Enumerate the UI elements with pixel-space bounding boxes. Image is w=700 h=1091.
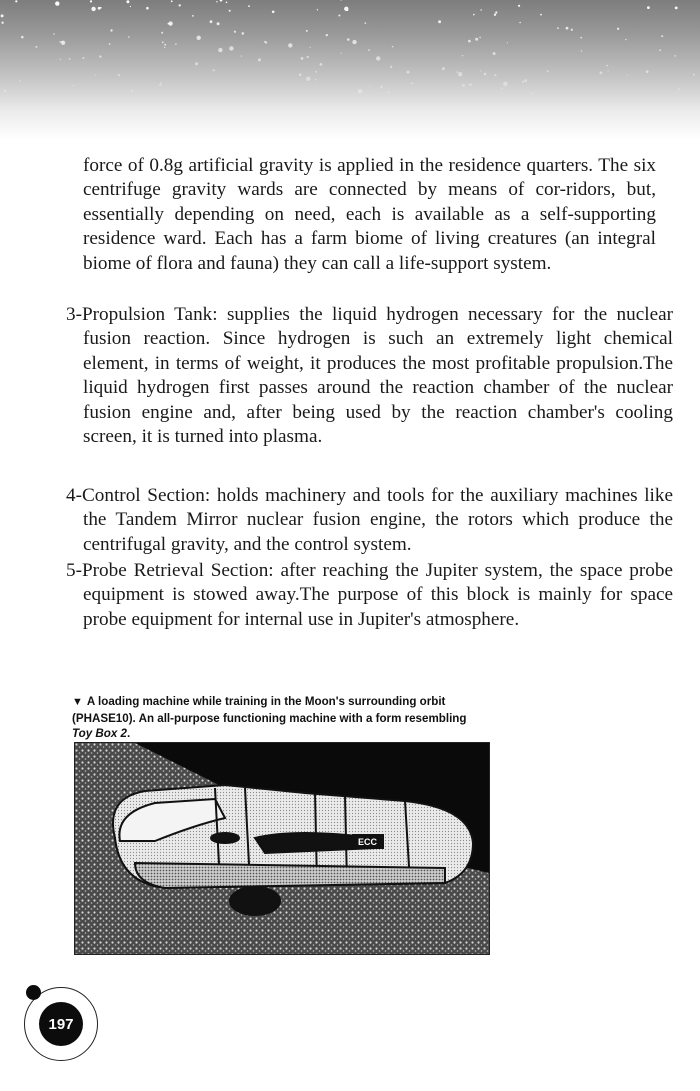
stars-decoration — [0, 0, 700, 140]
star — [272, 11, 275, 14]
star — [456, 71, 458, 73]
page-number: 197 — [39, 1002, 83, 1046]
star — [495, 11, 497, 13]
caption-end: . — [126, 727, 131, 740]
header-starfield-image — [0, 0, 700, 140]
moon-dot-icon — [26, 985, 41, 1000]
loading-machine-illustration — [75, 743, 489, 954]
star — [306, 77, 310, 81]
star — [341, 53, 342, 54]
star — [146, 7, 149, 10]
star — [73, 85, 75, 87]
star — [469, 83, 472, 86]
star — [248, 5, 250, 7]
star — [480, 9, 481, 10]
star — [352, 40, 356, 44]
star — [216, 1, 217, 2]
star — [220, 0, 223, 2]
star — [159, 84, 161, 86]
star — [522, 81, 524, 83]
continuation-paragraph: force of 0.8g artificial gravity is applied in the residence quarters. The six centrifuge gravity wards are connected by means of cor-ridors, but, essentially depending on need, each is available as a self-supporting residence ward. Each has a farm biome of living creatures (an integral biome of flora and fauna) they can call a life-support system. — [83, 155, 656, 274]
star — [109, 43, 111, 45]
item-text: after reaching the Jupiter system, the space probe equipment is stowed away.The purpose of this block is mainly for space probe equipment for internal use in Jupiter's atmosphere. — [83, 560, 673, 630]
star — [606, 65, 608, 67]
star — [438, 20, 441, 23]
figure-caption — [72, 694, 482, 742]
star — [258, 58, 261, 61]
star — [171, 0, 173, 2]
star — [100, 7, 102, 9]
star — [118, 74, 120, 76]
star — [493, 52, 496, 55]
star — [217, 22, 220, 25]
star — [161, 32, 163, 34]
star — [62, 41, 64, 43]
star — [376, 56, 380, 60]
star — [674, 55, 676, 57]
star — [306, 30, 308, 32]
star — [462, 84, 465, 87]
star — [480, 70, 481, 71]
figure-illustration — [74, 742, 490, 955]
star — [531, 93, 533, 95]
star — [442, 67, 445, 70]
star — [55, 1, 59, 5]
star — [53, 33, 54, 34]
star — [234, 31, 236, 33]
star — [368, 49, 370, 51]
star — [678, 88, 680, 90]
star — [264, 41, 266, 43]
star — [338, 15, 340, 17]
star — [390, 66, 392, 68]
star — [95, 75, 96, 76]
star — [524, 79, 527, 82]
star — [131, 90, 133, 92]
item-label: 3-Propulsion Tank: — [66, 304, 218, 325]
star — [494, 74, 496, 76]
star — [320, 63, 323, 66]
star — [344, 7, 348, 11]
star — [540, 14, 542, 16]
star — [213, 69, 215, 71]
star — [475, 38, 478, 41]
item-label: 5-Probe Retrieval Section: — [66, 560, 274, 581]
triangle-down-icon: ▼ — [72, 696, 83, 708]
caption-title: Toy Box 2 — [72, 727, 127, 740]
star — [507, 42, 508, 43]
star — [380, 86, 382, 88]
star — [580, 37, 582, 39]
star — [229, 10, 231, 12]
star — [164, 47, 165, 48]
star — [164, 44, 166, 46]
star — [175, 43, 177, 45]
star — [388, 91, 390, 93]
star — [128, 36, 130, 38]
star — [21, 36, 24, 39]
list-item-control-section — [66, 484, 673, 557]
star — [647, 6, 650, 9]
star — [19, 80, 21, 82]
star — [473, 14, 475, 16]
star — [69, 58, 71, 60]
star — [82, 57, 84, 59]
star — [90, 0, 92, 2]
star — [392, 46, 394, 48]
star — [226, 2, 228, 4]
star — [411, 82, 412, 83]
star — [646, 70, 649, 73]
star — [110, 29, 112, 31]
star — [659, 49, 661, 51]
star — [301, 57, 304, 60]
star — [693, 74, 695, 76]
star — [179, 4, 181, 6]
star — [315, 79, 317, 81]
star — [35, 46, 37, 48]
star — [59, 41, 61, 43]
star — [197, 36, 201, 40]
star — [315, 71, 317, 73]
star — [557, 27, 559, 29]
star — [241, 55, 242, 56]
star — [369, 85, 370, 86]
star — [458, 72, 462, 76]
star — [1, 22, 3, 24]
item-text: holds machinery and tools for the auxiliary machines like the Tandem Mirror nuclear fusion engine, the rotors which produce the centrifugal gravity, and the control system. — [83, 485, 673, 555]
star — [162, 41, 164, 43]
star — [484, 73, 487, 76]
star — [358, 89, 362, 93]
star — [661, 35, 663, 37]
star — [229, 46, 233, 50]
star — [412, 83, 414, 85]
star — [503, 82, 507, 86]
star — [494, 14, 496, 16]
star — [407, 71, 410, 74]
item-label: 4-Control Section: — [66, 485, 211, 506]
star — [317, 9, 318, 10]
list-item-propulsion-tank — [66, 303, 673, 449]
star — [501, 88, 503, 90]
star — [518, 5, 520, 7]
star — [210, 20, 213, 23]
star — [91, 7, 95, 11]
star — [600, 71, 603, 74]
star — [340, 0, 341, 1]
caption-text: A loading machine while training in the Moon's surrounding orbit (PHASE10). An all-purpose functioning machine with a form resembling — [72, 695, 467, 725]
star — [307, 56, 309, 58]
page-number-badge — [24, 987, 100, 1063]
star — [547, 70, 549, 72]
star — [99, 55, 101, 57]
star — [60, 59, 61, 60]
star — [365, 22, 367, 24]
star — [195, 62, 198, 65]
star — [462, 55, 463, 56]
star — [160, 82, 162, 84]
star — [566, 27, 569, 30]
star — [218, 48, 222, 52]
star — [581, 50, 582, 51]
star — [169, 23, 170, 24]
star — [675, 7, 678, 10]
star — [288, 43, 292, 47]
star — [468, 40, 471, 43]
star — [242, 32, 245, 35]
item-text: supplies the liquid hydrogen necessary for the nuclear fusion reaction. Since hydrogen is such an extremely light chemical element, in terms of weight, it produces the most profitable propulsion.The liquid hydrogen first passes around the reaction chamber of the nuclear fusion engine and, after being used by the reaction chamber's cooling screen, it is turned into plasma. — [83, 304, 673, 448]
star — [326, 34, 328, 36]
star — [347, 38, 350, 41]
star — [627, 75, 628, 76]
star — [192, 15, 194, 17]
star — [299, 73, 302, 76]
star — [608, 70, 609, 71]
list-item-probe-retrieval — [66, 559, 673, 632]
star — [126, 0, 129, 3]
star — [519, 22, 521, 24]
star — [625, 39, 626, 40]
star — [617, 28, 619, 30]
star — [130, 6, 131, 7]
star — [168, 23, 170, 25]
hull-marking: ECC — [358, 837, 378, 847]
star — [571, 29, 573, 31]
star — [4, 90, 6, 92]
star — [479, 37, 481, 39]
star — [310, 47, 311, 48]
star — [1, 14, 4, 17]
star — [15, 0, 17, 2]
